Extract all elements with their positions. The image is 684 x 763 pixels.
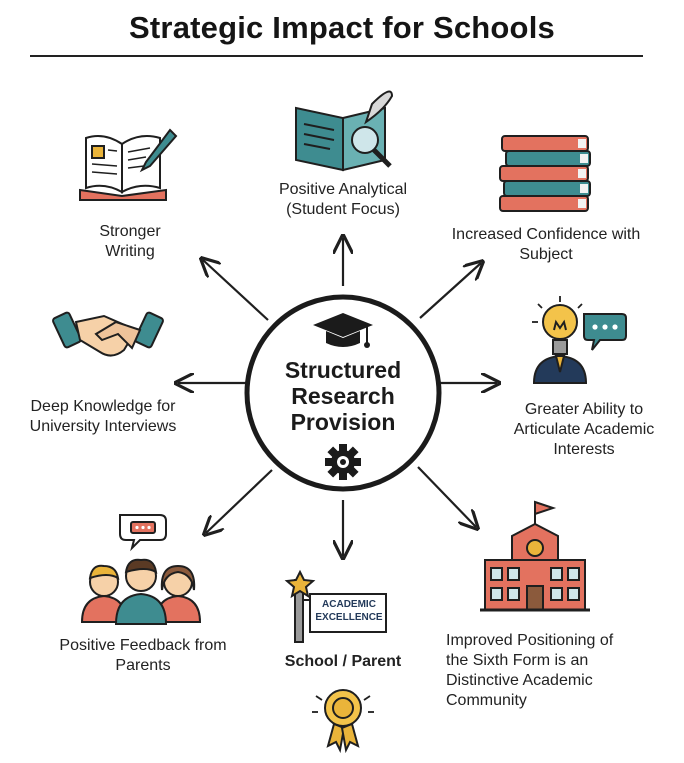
label-greater-ability: Greater Ability to Articulate Academic Interests <box>513 401 655 458</box>
book-stack-icon <box>500 136 590 211</box>
lightbulb-speaker-icon <box>532 296 626 383</box>
label-improved-positioning: Improved Positioning of the Sixth Form is an Distinctive Academic Community <box>446 632 614 709</box>
open-book-pen-icon <box>80 130 176 200</box>
arrow-to-positive-feedback <box>206 470 272 533</box>
arrow-to-increased-confidence <box>420 263 481 318</box>
arrow-to-stronger-writing <box>203 260 268 320</box>
label-positive-analytical: Positive Analytical (Student Focus) <box>278 181 408 218</box>
label-increased-confidence: Increased Confidence with Subject <box>451 226 641 263</box>
school-building-icon <box>480 502 590 610</box>
hub-label: Structured Research Provision <box>284 357 402 435</box>
label-positive-feedback: Positive Feedback from Parents <box>59 637 227 674</box>
gear-icon <box>325 444 361 480</box>
page-title: Strategic Impact for Schools <box>129 10 555 45</box>
sign-text: ACADEMIC EXCELLENCE <box>315 599 383 623</box>
label-stronger-writing: Stronger Writing <box>99 223 161 260</box>
handshake-icon <box>52 312 164 356</box>
award-rosette-icon <box>312 690 374 750</box>
label-school-parent: School / Parent <box>284 653 402 670</box>
parents-group-icon <box>82 515 200 624</box>
book-magnifier-icon <box>296 92 392 171</box>
arrow-to-improved-positioning <box>418 467 476 527</box>
label-deep-knowledge: Deep Knowledge for University Interviews <box>29 398 177 435</box>
